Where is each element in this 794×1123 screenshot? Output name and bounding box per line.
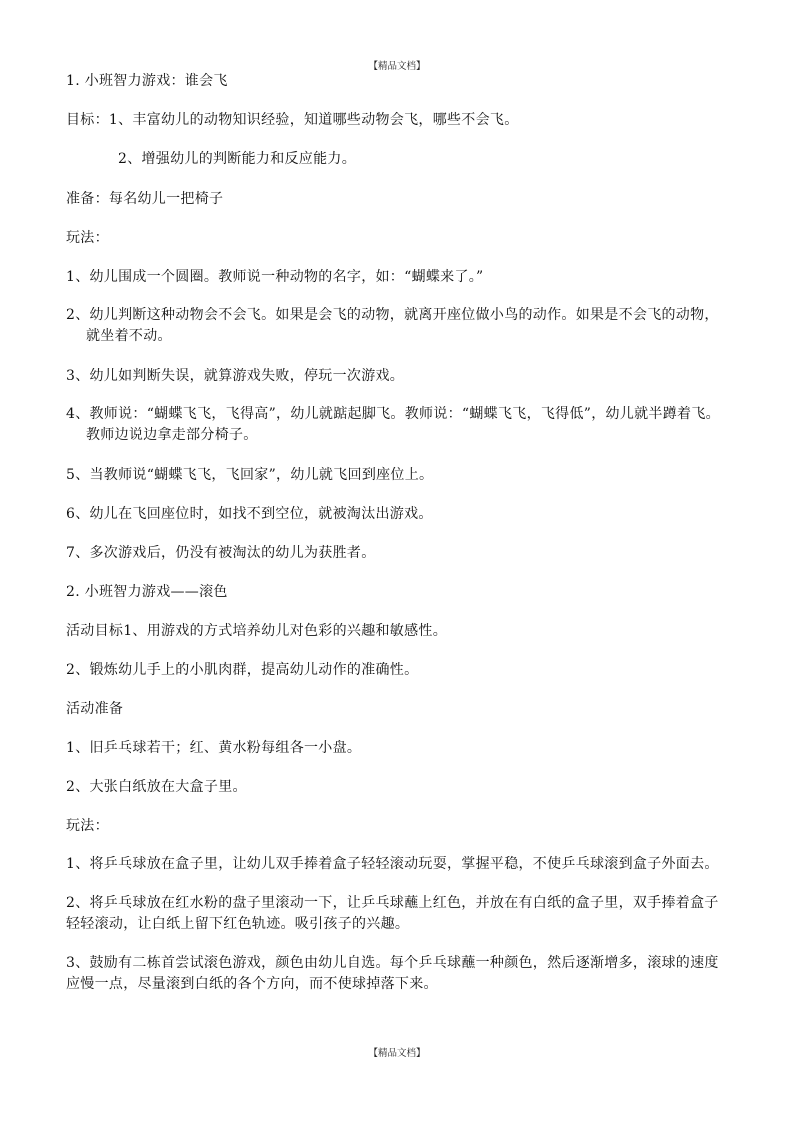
page-footer: 【精品文档】 <box>368 1048 426 1059</box>
game2-step: 2、将乒乓球放在红水粉的盘子里滚动一下，让乒乓球蘸上红色，并放在有白纸的盒子里，双手捧着盒子轻轻滚动，让白纸上留下红色轨迹。吸引孩子的兴趣。 <box>66 895 719 932</box>
game1-play-label: 玩法： <box>66 230 109 246</box>
game2-prep-2: 2、大张白纸放在大盒子里。 <box>66 779 247 795</box>
game1-step: 3、幼儿如判断失误，就算游戏失败，停玩一次游戏。 <box>66 368 405 384</box>
game1-step: 5、当教师说“蝴蝶飞飞，飞回家”，幼儿就飞回到座位上。 <box>66 467 434 483</box>
game2-prep-label: 活动准备 <box>66 701 124 717</box>
game2-goal-2: 2、锻炼幼儿手上的小肌肉群，提高幼儿动作的准确性。 <box>66 662 419 678</box>
game2-title: 2. 小班智力游戏——滚色 <box>66 584 228 600</box>
game2-prep-1: 1、旧乒乓球若干；红、黄水粉每组各一小盘。 <box>66 740 362 756</box>
game1-step: 2、幼儿判断这种动物会不会飞。如果是会飞的动物，就离开座位做小鸟的动作。如果是不会飞的动物，就坐着不动。 <box>66 307 719 344</box>
page-header: 【精品文档】 <box>368 61 426 72</box>
game1-prep: 准备：每名幼儿一把椅子 <box>66 191 224 207</box>
game1-step: 7、多次游戏后，仍没有被淘汰的幼儿为获胜者。 <box>66 545 376 561</box>
game1-goal-1: 目标：1、丰富幼儿的动物知识经验，知道哪些动物会飞，哪些不会飞。 <box>66 112 519 128</box>
game1-step: 1、幼儿围成一个圆圈。教师说一种动物的名字，如：“蝴蝶来了。” <box>66 269 484 285</box>
game2-goal-1: 活动目标1、用游戏的方式培养幼儿对色彩的兴趣和敏感性。 <box>66 623 448 639</box>
game1-step: 6、幼儿在飞回座位时，如找不到空位，就被淘汰出游戏。 <box>66 506 433 522</box>
game1-step: 4、教师说：“蝴蝶飞飞，飞得高”，幼儿就踮起脚飞。教师说：“蝴蝶飞飞，飞得低”，幼儿就半蹲着飞。教师边说边拿走部分椅子。 <box>66 406 720 443</box>
game1-title: 1. 小班智力游戏：谁会飞 <box>66 73 228 89</box>
game2-step: 1、将乒乓球放在盒子里，让幼儿双手捧着盒子轻轻滚动玩耍，掌握平稳，不使乒乓球滚到盒子外面去。 <box>66 856 719 872</box>
game2-step: 3、鼓励有二栋首尝试滚色游戏，颜色由幼儿自选。每个乒乓球蘸一种颜色，然后逐渐增多，滚球的速度应慢一点，尽量滚到白纸的各个方向，而不使球掉落下来。 <box>66 955 719 992</box>
game2-play-label: 玩法： <box>66 818 109 834</box>
document-body <box>66 70 728 1013</box>
game1-goal-2: 2、增强幼儿的判断能力和反应能力。 <box>118 151 357 167</box>
